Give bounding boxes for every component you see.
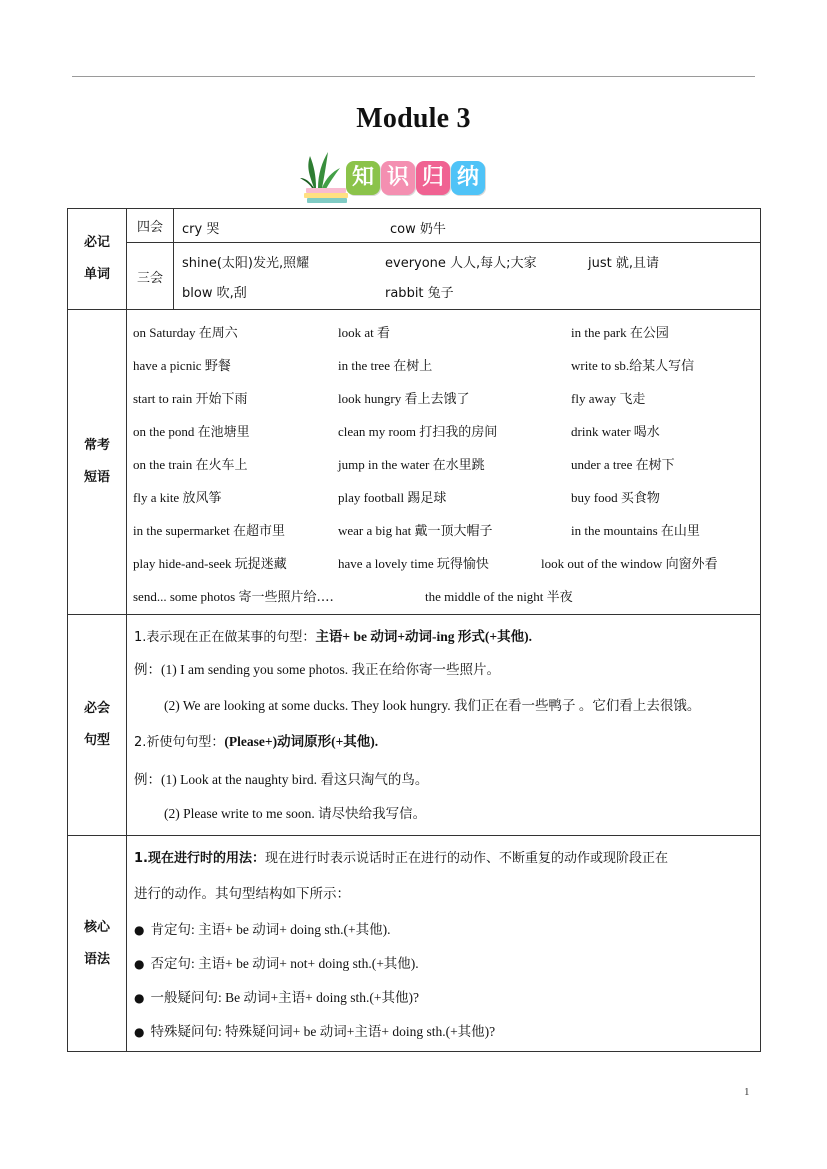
phrase-item: look out of the window 向窗外看 (541, 556, 718, 571)
grammar-text: 现在进行时表示说话时正在进行的动作、不断重复的动作或现阶段正在 (264, 851, 668, 866)
phrase-line (127, 313, 760, 346)
category-line: 句型 (83, 733, 110, 748)
phrase-line (127, 478, 760, 511)
category-line: 核心 (83, 919, 110, 935)
bullet-text: 肯定句: 主语+ be 动词+ doing sth.(+其他). (150, 922, 391, 937)
phrase-line (127, 577, 760, 610)
vocab-label-sihui: 四会 (127, 209, 174, 243)
phrase-item: in the mountains 在山里 (571, 523, 700, 538)
phrase-item: write to sb.给某人写信 (571, 358, 695, 373)
phrase-item: buy food 买食物 (571, 490, 660, 505)
phrase-item: jump in the water 在水里跳 (338, 457, 485, 472)
phrase-line (127, 445, 760, 478)
plant-books-icon (300, 148, 352, 204)
knowledge-banner (300, 148, 500, 204)
grammar-row (68, 836, 761, 1052)
phrase-line (127, 346, 760, 379)
category-line: 语法 (83, 951, 110, 967)
example-line: 例：(1) Look at the naughty bird. 看这只淘气的鸟。 (134, 772, 429, 787)
summary-table (67, 208, 761, 1052)
word-item: blow 吹,刮 (182, 286, 247, 301)
example-line: 例：(1) I am sending you some photos. 我正在给你寄一些照片。 (134, 662, 500, 677)
bullet-text: 否定句: 主语+ be 动词+ not+ doing sth.(+其他). (150, 956, 419, 971)
vocab-words-sanhui (174, 243, 761, 310)
vocab-row-sihui (68, 209, 761, 243)
phrase-item: play football 踢足球 (338, 490, 447, 505)
phrase-item: the middle of the night 半夜 (425, 589, 573, 604)
grammar-heading: 1.现在进行时的用法： (134, 851, 265, 866)
word-item: cow 奶牛 (390, 222, 446, 237)
vocab-row-sanhui (68, 243, 761, 310)
phrase-item: have a lovely time 玩得愉快 (338, 556, 489, 571)
pattern-formula: (Please+)动词原形(+其他). (224, 734, 379, 749)
banner-char-1: 知 (346, 161, 380, 195)
phrase-item: send... some photos 寄一些照片给‥‥ (133, 589, 334, 604)
phrases-cell (127, 310, 761, 615)
phrase-item: on Saturday 在周六 (133, 325, 238, 340)
example-line: (2) We are looking at some ducks. They look hungry. 我们正在看一些鸭子 。它们看上去很饿。 (164, 698, 701, 713)
pattern-formula: 主语+ be 动词+动词-ing 形式(+其他). (315, 629, 532, 644)
bullet-icon: ● (134, 1025, 145, 1039)
word-item: cry 哭 (182, 222, 220, 237)
grammar-bullet-item (127, 947, 760, 981)
category-line: 常考 (83, 438, 110, 453)
word-item: just 就,且请 (588, 256, 659, 271)
word-line (174, 243, 760, 276)
sentence-pattern-1 (127, 623, 760, 652)
bullet-text: 一般疑问句: Be 动词+主语+ doing sth.(+其他)? (150, 990, 419, 1005)
page-title: Module 3 (356, 103, 471, 134)
phrases-category (68, 310, 127, 615)
vocab-category (68, 209, 127, 310)
phrase-item: have a picnic 野餐 (133, 358, 231, 373)
word-item: everyone 人人,每人;大家 (385, 256, 537, 271)
phrase-item: in the park 在公园 (571, 325, 669, 340)
pattern-label: 2.祈使句句型： (134, 735, 225, 750)
phrase-item: clean my room 打扫我的房间 (338, 424, 498, 439)
grammar-text-cont: 进行的动作。其句型结构如下所示： (134, 886, 350, 902)
phrase-item: play hide-and-seek 玩捉迷藏 (133, 556, 287, 571)
example-line: (2) Please write to me soon. 请尽快给我写信。 (164, 806, 427, 821)
bullet-icon: ● (134, 991, 145, 1005)
phrases-row (68, 310, 761, 615)
pattern-label: 1.表示现在正在做某事的句型： (134, 630, 316, 645)
grammar-category (68, 836, 127, 1052)
phrase-item: on the train 在火车上 (133, 457, 248, 472)
word-line (174, 209, 760, 242)
bullet-icon: ● (134, 957, 145, 971)
phrase-line (127, 379, 760, 412)
category-line: 单词 (83, 267, 110, 282)
banner-char-2: 识 (381, 161, 415, 195)
phrase-item: look at 看 (338, 325, 390, 340)
header-rule (72, 76, 755, 77)
grammar-intro (127, 842, 760, 875)
sentences-cell (127, 615, 761, 836)
sentences-category (68, 615, 127, 836)
phrase-item: in the supermarket 在超市里 (133, 523, 285, 538)
category-line: 短语 (83, 470, 110, 485)
phrase-item: fly a kite 放风筝 (133, 490, 222, 505)
page-number: 1 (744, 1086, 750, 1098)
sentences-row (68, 615, 761, 836)
bullet-text: 特殊疑问句: 特殊疑问词+ be 动词+主语+ doing sth.(+其他)? (150, 1024, 496, 1039)
banner-char-3: 归 (416, 161, 450, 195)
grammar-bullet-item (127, 981, 760, 1015)
word-item: shine(太阳)发光,照耀 (182, 256, 310, 271)
phrase-item: look hungry 看上去饿了 (338, 391, 470, 406)
bullet-icon: ● (134, 923, 145, 937)
phrase-item: start to rain 开始下雨 (133, 391, 248, 406)
grammar-cell (127, 836, 761, 1052)
phrase-item: in the tree 在树上 (338, 358, 433, 373)
banner-char-4: 纳 (451, 161, 485, 195)
grammar-bullet-item (127, 913, 760, 947)
vocab-label-sanhui: 三会 (127, 243, 174, 310)
banner-chars (346, 161, 485, 195)
phrase-line (127, 412, 760, 445)
phrase-line (127, 511, 760, 544)
grammar-bullet-item (127, 1015, 760, 1049)
sentence-pattern-2 (127, 724, 760, 761)
phrase-item: fly away 飞走 (571, 391, 646, 406)
phrase-item: on the pond 在池塘里 (133, 424, 250, 439)
word-item: rabbit 兔子 (385, 286, 454, 301)
phrase-item: drink water 喝水 (571, 424, 660, 439)
category-line: 必记 (83, 235, 110, 250)
phrase-item: wear a big hat 戴一顶大帽子 (338, 523, 493, 538)
word-line (174, 276, 760, 309)
phrase-line (127, 544, 760, 577)
vocab-words-sihui (174, 209, 761, 243)
category-line: 必会 (83, 701, 110, 716)
phrase-item: under a tree 在树下 (571, 457, 675, 472)
